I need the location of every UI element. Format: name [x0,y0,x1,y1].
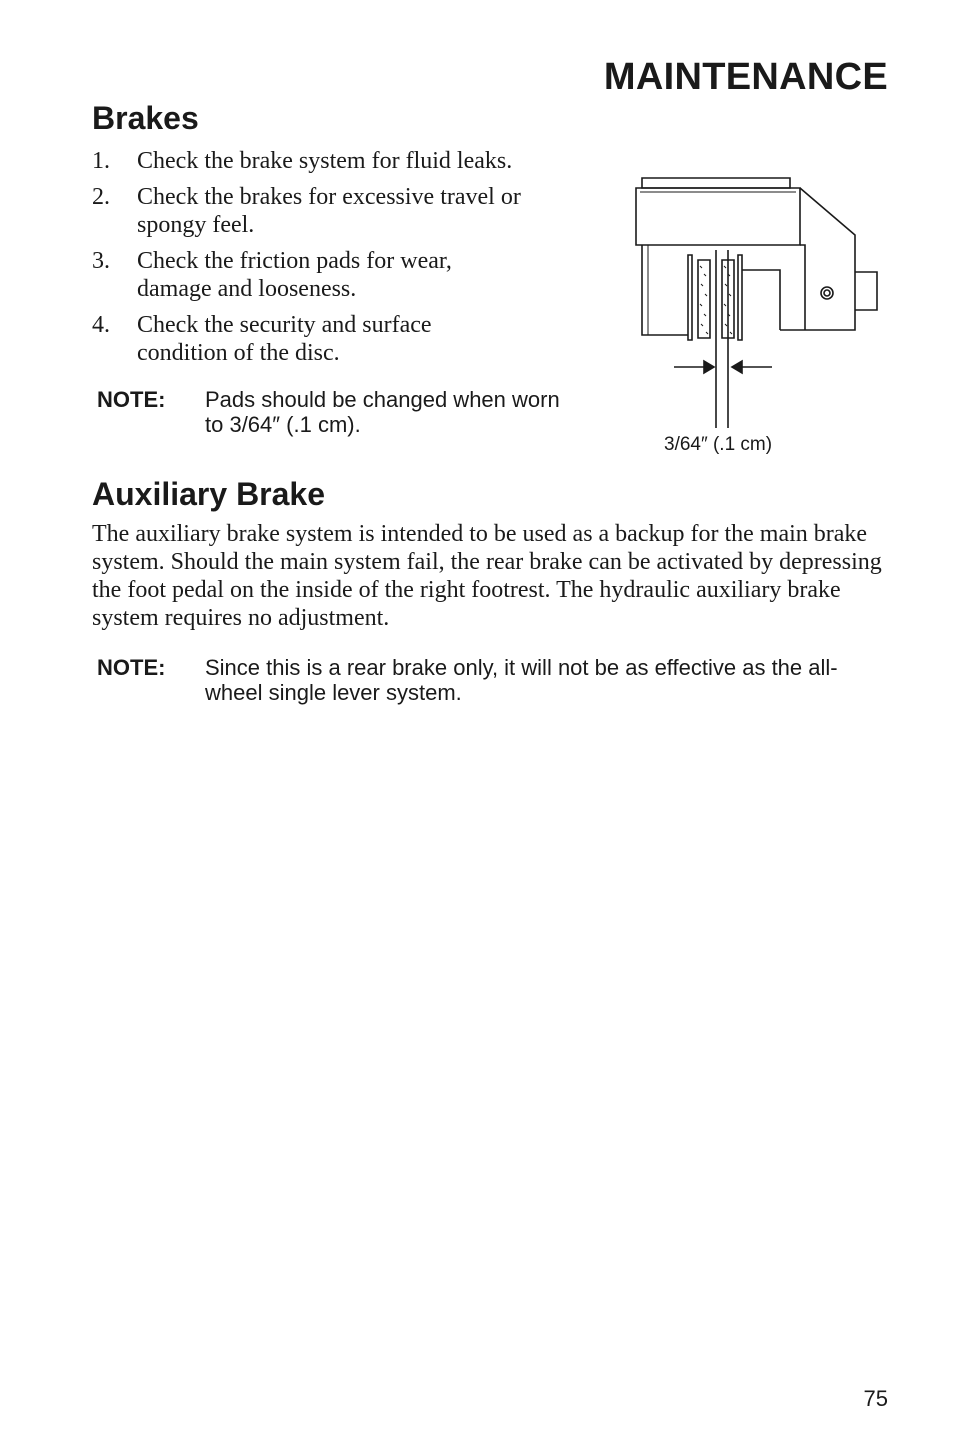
step-text: Check the brake system for fluid leaks. [137,148,513,174]
page-number: 75 [863,1386,888,1411]
brake-check-steps [92,147,592,375]
note-text: Pads should be changed when worn to 3/64″ (.1 cm). [205,387,560,437]
section-heading-brakes: Brakes [92,100,199,136]
step-number: 1. [92,148,110,174]
step-text: Check the friction pads for wear, damage and looseness. [137,248,452,302]
chapter-title: MAINTENANCE [603,56,888,98]
list-item [92,183,592,239]
brake-pad-figure [630,170,890,470]
list-item [92,147,592,175]
list-item [92,247,592,303]
auxiliary-brake-paragraph: The auxiliary brake system is intended to be used as a backup for the main brake system. Should the main system fail, the rear brake can be activated by depressing the foot pedal on the inside of the right footrest. The hydraulic auxiliary brake system requires no adjustment. [92,521,882,631]
note-label: NOTE: [97,387,166,412]
note-text: Since this is a rear brake only, it will not be as effective as the all-wheel single lever system. [205,655,838,705]
note-label: NOTE: [97,655,166,680]
list-item [92,311,592,367]
step-text: Check the brakes for excessive travel or spongy feel. [137,184,521,238]
figure-caption: 3/64″ (.1 cm) [664,434,773,455]
step-number: 2. [92,184,110,210]
step-number: 3. [92,248,110,274]
step-text: Check the security and surface condition of the disc. [137,312,432,366]
brake-caliper-pad-diagram-icon [630,170,890,430]
step-number: 4. [92,312,110,338]
section-heading-auxiliary-brake: Auxiliary Brake [92,476,326,512]
